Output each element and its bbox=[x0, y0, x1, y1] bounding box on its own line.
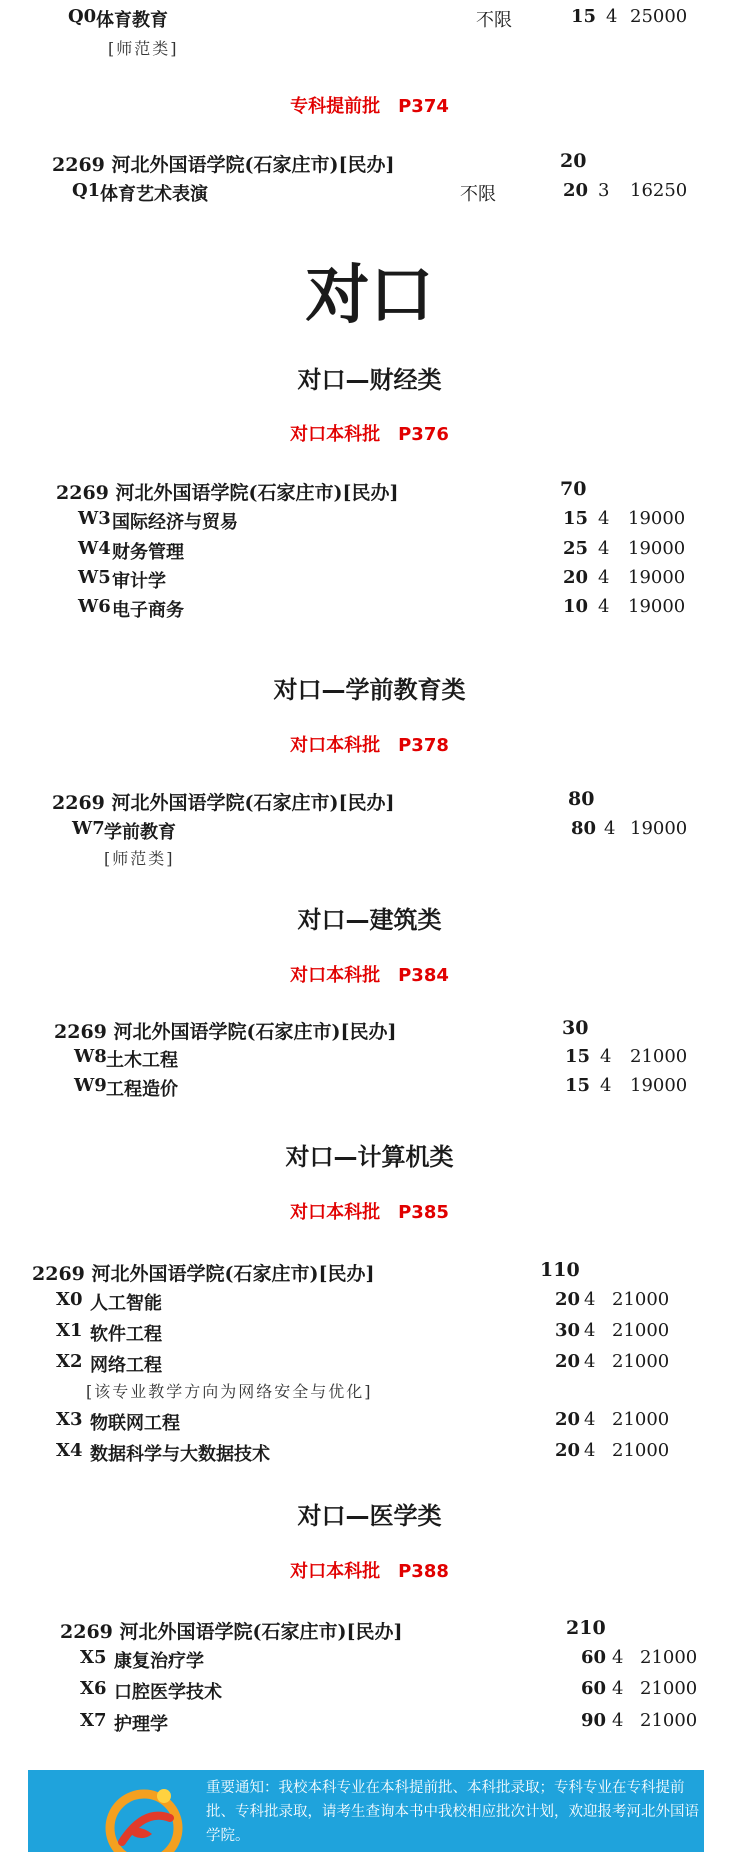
major-code: W4 bbox=[78, 538, 111, 559]
major-name: 学前教育 bbox=[104, 822, 176, 843]
plan-count: 15 bbox=[564, 1046, 590, 1067]
school-total-plan: 110 bbox=[540, 1259, 580, 1281]
major-name: 物联网工程 bbox=[90, 1413, 180, 1434]
major-name: 人工智能 bbox=[90, 1293, 162, 1314]
major-name: 康复治疗学 bbox=[114, 1651, 204, 1672]
major-name: 土木工程 bbox=[106, 1050, 178, 1071]
years: 4 bbox=[604, 818, 616, 839]
plan-count: 60 bbox=[580, 1678, 606, 1699]
table-row bbox=[0, 1409, 739, 1435]
years: 4 bbox=[612, 1710, 624, 1731]
major-name: 审计学 bbox=[112, 571, 166, 592]
major-code: X5 bbox=[80, 1647, 107, 1668]
school-name: 2269 河北外国语学院(石家庄市)[民办] bbox=[56, 482, 399, 504]
table-row bbox=[0, 1320, 739, 1346]
tuition-fee: 21000 bbox=[612, 1440, 670, 1461]
major-code: X7 bbox=[80, 1710, 107, 1731]
table-row bbox=[0, 1075, 739, 1101]
tuition-fee: 21000 bbox=[612, 1409, 670, 1430]
school-total-plan: 70 bbox=[560, 478, 587, 500]
plan-count: 20 bbox=[554, 1409, 580, 1430]
years: 4 bbox=[606, 6, 618, 27]
major-note: [师范类] bbox=[108, 39, 179, 58]
plan-count: 90 bbox=[580, 1710, 606, 1731]
school-total-plan: 20 bbox=[560, 150, 587, 172]
table-row bbox=[0, 596, 739, 622]
major-name: 护理学 bbox=[114, 1714, 168, 1735]
years: 4 bbox=[612, 1647, 624, 1668]
table-row bbox=[0, 1046, 739, 1072]
years: 4 bbox=[584, 1351, 596, 1372]
batch-label: 对口本科批 P385 bbox=[290, 1202, 449, 1223]
category-title: 对口—学前教育类 bbox=[273, 676, 466, 704]
table-row bbox=[0, 1289, 739, 1315]
plan-count: 25 bbox=[562, 538, 588, 559]
table-row bbox=[0, 6, 739, 32]
years: 3 bbox=[598, 180, 610, 201]
major-name: 软件工程 bbox=[90, 1324, 162, 1345]
school-name: 2269 河北外国语学院(石家庄市)[民办] bbox=[60, 1621, 403, 1643]
category-title: 对口—财经类 bbox=[297, 366, 442, 394]
plan-count: 20 bbox=[554, 1289, 580, 1310]
major-code: W9 bbox=[74, 1075, 107, 1096]
batch-label: 专科提前批 P374 bbox=[290, 96, 449, 117]
subject-limit: 不限 bbox=[476, 10, 512, 31]
tuition-fee: 25000 bbox=[630, 6, 688, 27]
category-title: 对口—医学类 bbox=[297, 1502, 442, 1530]
school-name: 2269 河北外国语学院(石家庄市)[民办] bbox=[52, 792, 395, 814]
notice-text: 重要通知：我校本科专业在本科提前批、本科批录取；专科专业在专科提前批、专科批录取，请考生查询本书中我校相应批次计划，欢迎报考河北外国语学院。 bbox=[206, 1780, 699, 1844]
tuition-fee: 19000 bbox=[628, 538, 686, 559]
years: 4 bbox=[598, 596, 610, 617]
school-name: 2269 河北外国语学院(石家庄市)[民办] bbox=[54, 1021, 397, 1043]
school-logo-icon bbox=[96, 1778, 192, 1852]
batch-label: 对口本科批 P384 bbox=[290, 965, 449, 986]
years: 4 bbox=[584, 1440, 596, 1461]
major-name: 数据科学与大数据技术 bbox=[90, 1444, 270, 1465]
tuition-fee: 16250 bbox=[630, 180, 688, 201]
years: 4 bbox=[584, 1409, 596, 1430]
table-row bbox=[0, 538, 739, 564]
table-row bbox=[0, 1710, 739, 1736]
school-total-plan: 210 bbox=[566, 1617, 606, 1639]
plan-count: 20 bbox=[554, 1440, 580, 1461]
major-code: Q0 bbox=[68, 6, 97, 27]
major-note: [师范类] bbox=[104, 849, 175, 868]
school-name: 2269 河北外国语学院(石家庄市)[民办] bbox=[52, 154, 395, 176]
category-title: 对口—计算机类 bbox=[285, 1143, 454, 1171]
table-row bbox=[0, 1351, 739, 1377]
years: 4 bbox=[600, 1075, 612, 1096]
table-row bbox=[0, 1647, 739, 1673]
major-note: [该专业教学方向为网络安全与优化] bbox=[86, 1382, 373, 1401]
major-code: X0 bbox=[56, 1289, 83, 1310]
tuition-fee: 19000 bbox=[628, 596, 686, 617]
major-code: X1 bbox=[56, 1320, 83, 1341]
years: 4 bbox=[598, 538, 610, 559]
major-name: 工程造价 bbox=[106, 1079, 178, 1100]
tuition-fee: 19000 bbox=[630, 1075, 688, 1096]
tuition-fee: 21000 bbox=[612, 1289, 670, 1310]
major-name: 体育艺术表演 bbox=[100, 184, 208, 205]
major-code: W7 bbox=[72, 818, 105, 839]
major-name: 网络工程 bbox=[90, 1355, 162, 1376]
major-name: 体育教育 bbox=[96, 10, 168, 31]
years: 4 bbox=[598, 567, 610, 588]
table-row bbox=[0, 180, 739, 206]
table-row bbox=[0, 1678, 739, 1704]
tuition-fee: 19000 bbox=[630, 818, 688, 839]
major-name: 国际经济与贸易 bbox=[112, 512, 238, 533]
tuition-fee: 21000 bbox=[640, 1710, 698, 1731]
tuition-fee: 21000 bbox=[612, 1351, 670, 1372]
plan-count: 80 bbox=[570, 818, 596, 839]
years: 4 bbox=[600, 1046, 612, 1067]
plan-count: 30 bbox=[554, 1320, 580, 1341]
major-code: X6 bbox=[80, 1678, 107, 1699]
school-name: 2269 河北外国语学院(石家庄市)[民办] bbox=[32, 1263, 375, 1285]
table-row bbox=[0, 508, 739, 534]
plan-count: 20 bbox=[554, 1351, 580, 1372]
plan-count: 20 bbox=[562, 180, 588, 201]
years: 4 bbox=[598, 508, 610, 529]
major-code: X4 bbox=[56, 1440, 83, 1461]
school-total-plan: 80 bbox=[568, 788, 595, 810]
table-row bbox=[0, 567, 739, 593]
tuition-fee: 19000 bbox=[628, 567, 686, 588]
batch-label: 对口本科批 P378 bbox=[290, 735, 449, 756]
plan-count: 20 bbox=[562, 567, 588, 588]
major-code: W8 bbox=[74, 1046, 107, 1067]
years: 4 bbox=[612, 1678, 624, 1699]
plan-count: 10 bbox=[562, 596, 588, 617]
table-row bbox=[0, 818, 739, 844]
years: 4 bbox=[584, 1320, 596, 1341]
plan-count: 15 bbox=[562, 508, 588, 529]
plan-count: 15 bbox=[564, 1075, 590, 1096]
plan-count: 60 bbox=[580, 1647, 606, 1668]
tuition-fee: 21000 bbox=[640, 1647, 698, 1668]
tuition-fee: 21000 bbox=[630, 1046, 688, 1067]
major-name: 财务管理 bbox=[112, 542, 184, 563]
subject-limit: 不限 bbox=[460, 184, 496, 205]
major-code: W5 bbox=[78, 567, 111, 588]
batch-label: 对口本科批 P376 bbox=[290, 424, 449, 445]
table-row bbox=[0, 1440, 739, 1466]
tuition-fee: 21000 bbox=[640, 1678, 698, 1699]
major-code: X2 bbox=[56, 1351, 83, 1372]
major-code: Q1 bbox=[72, 180, 101, 201]
major-name: 口腔医学技术 bbox=[114, 1682, 222, 1703]
category-title: 对口—建筑类 bbox=[297, 906, 442, 934]
tuition-fee: 19000 bbox=[628, 508, 686, 529]
school-total-plan: 30 bbox=[562, 1017, 589, 1039]
page-title: 对口 bbox=[305, 259, 434, 333]
notice-banner bbox=[28, 1770, 704, 1852]
plan-count: 15 bbox=[570, 6, 596, 27]
years: 4 bbox=[584, 1289, 596, 1310]
tuition-fee: 21000 bbox=[612, 1320, 670, 1341]
major-code: W6 bbox=[78, 596, 111, 617]
major-code: X3 bbox=[56, 1409, 83, 1430]
major-code: W3 bbox=[78, 508, 111, 529]
major-name: 电子商务 bbox=[112, 600, 184, 621]
batch-label: 对口本科批 P388 bbox=[290, 1561, 449, 1582]
